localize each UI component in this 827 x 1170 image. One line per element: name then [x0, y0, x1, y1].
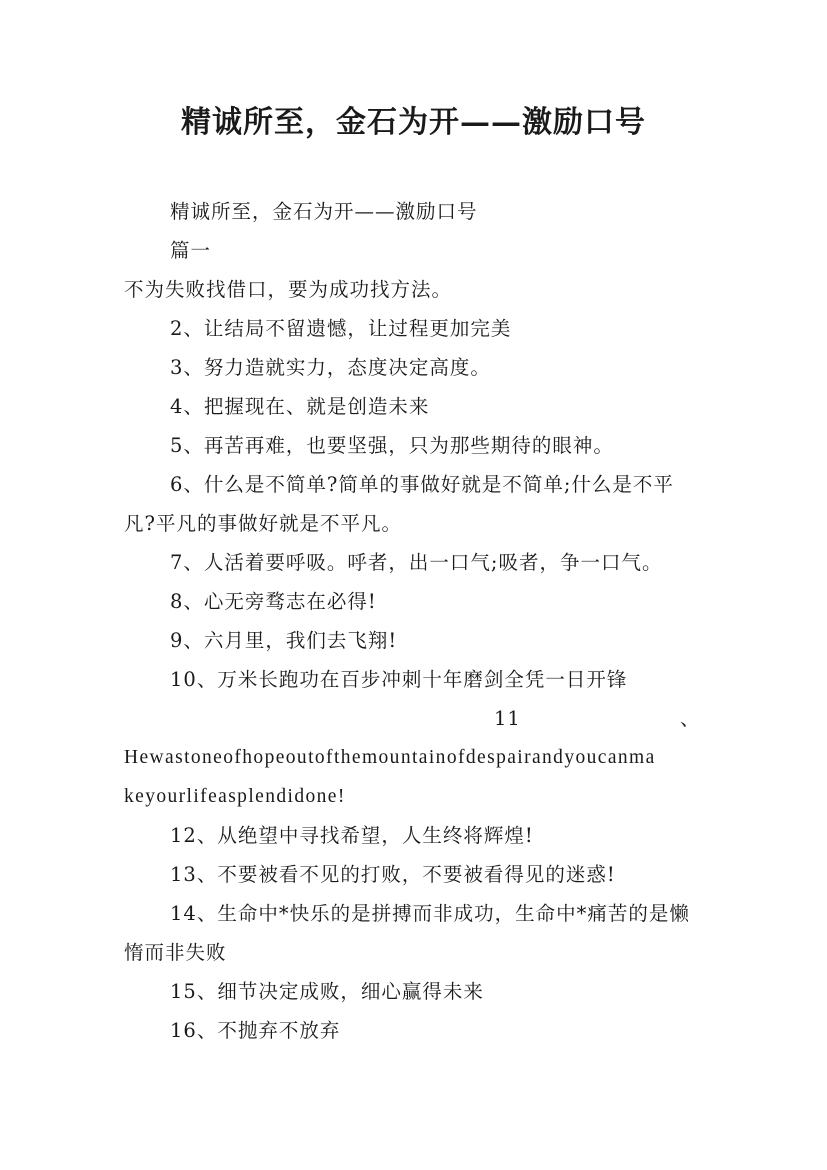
slogan-line: 不为失败找借口，要为成功找方法。 [124, 278, 453, 301]
slogan-line: 15、细节决定成败，细心赢得未来 [170, 980, 484, 1003]
stray-comma: 、 [680, 707, 701, 730]
english-line: keyourlifeasplendidone! [124, 786, 346, 807]
document-title: 精诚所至，金石为开——激励口号 [181, 105, 646, 140]
document-body [124, 192, 704, 1050]
slogan-line: 7、人活着要呼吸。呼者，出一口气;吸者，争一口气。 [170, 551, 663, 574]
slogan-line: 16、不抛弃不放弃 [170, 1019, 341, 1042]
slogan-line: 9、六月里，我们去飞翔! [170, 629, 398, 652]
section-label: 篇一 [170, 239, 212, 262]
slogan-line: 4、把握现在、就是创造未来 [170, 395, 430, 418]
stray-number-row [124, 699, 704, 738]
english-line: Hewastoneofhopeoutofthemountainofdespairandyoucanma [124, 747, 656, 768]
slogan-paragraph: 6、什么是不简单?简单的事做好就是不简单;什么是不平凡?平凡的事做好就是不平凡。 [124, 473, 674, 535]
stray-number: 11 [494, 707, 521, 730]
slogan-line: 2、让结局不留遗憾，让过程更加完美 [170, 317, 512, 340]
slogan-line: 3、努力造就实力，态度决定高度。 [170, 356, 491, 379]
slogan-line: 8、心无旁骛志在必得! [170, 590, 377, 613]
slogan-line: 12、从绝望中寻找希望，人生终将辉煌! [170, 824, 534, 847]
slogan-line: 13、不要被看不见的打败，不要被看得见的迷惑! [170, 863, 616, 886]
body-heading-line: 精诚所至，金石为开——激励口号 [170, 200, 478, 223]
slogan-line: 10、万米长跑功在百步冲刺十年磨剑全凭一日开锋 [170, 668, 628, 691]
slogan-paragraph: 14、生命中*快乐的是拼搏而非成功，生命中*痛苦的是懒惰而非失败 [124, 902, 690, 964]
slogan-line: 5、再苦再难，也要坚强，只为那些期待的眼神。 [170, 434, 614, 457]
